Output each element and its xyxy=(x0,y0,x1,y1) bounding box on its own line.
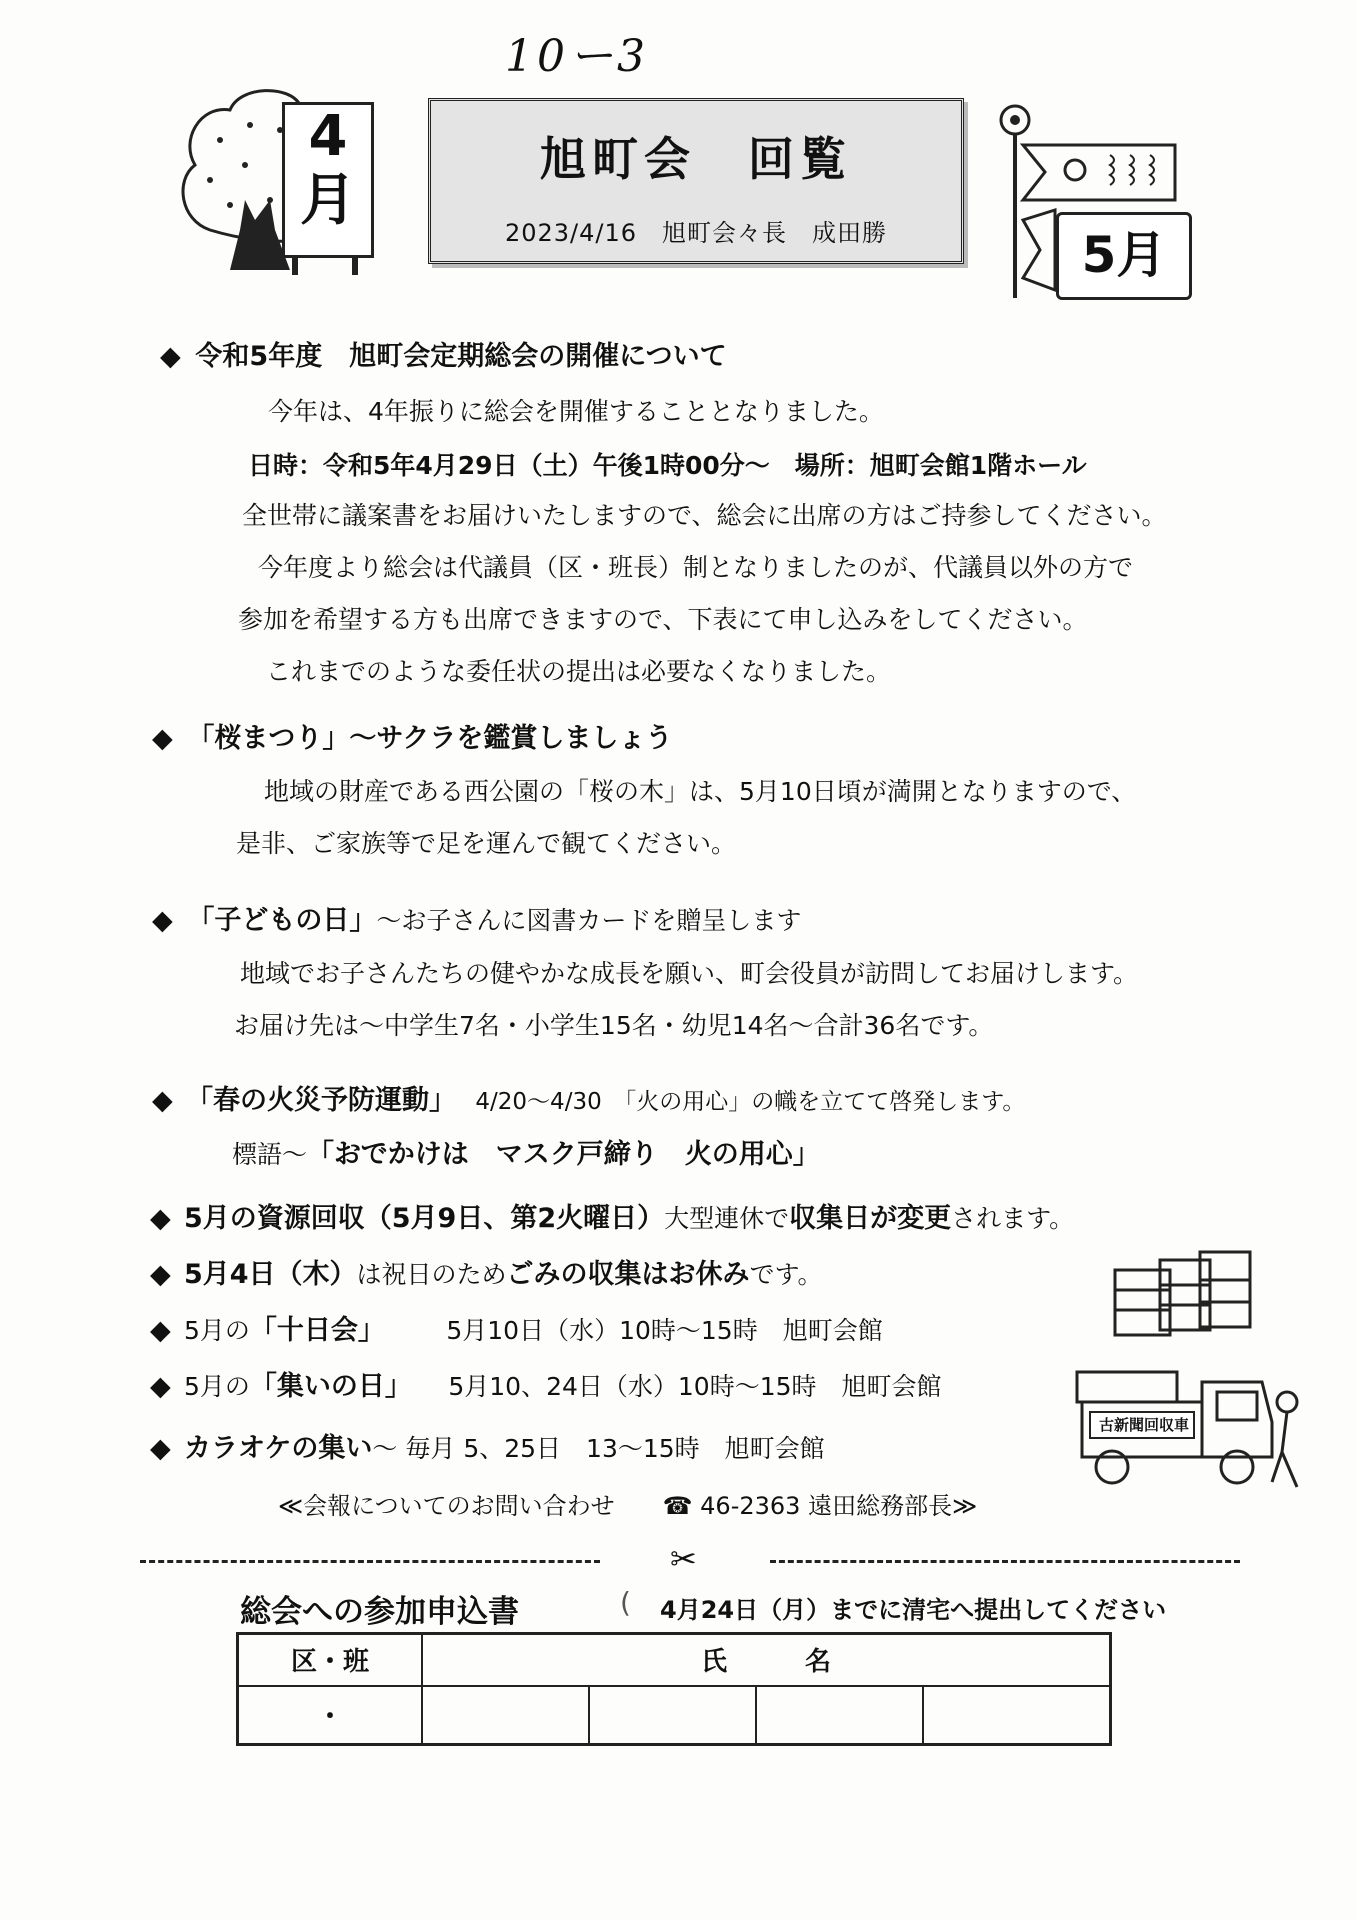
table-header-ku-han: 区・班 xyxy=(238,1634,423,1686)
cut-line-right xyxy=(770,1560,1240,1563)
paragraph-line: 地域の財産である西公園の「桜の木」は、5月10日頃が満開となりますので、 xyxy=(264,777,1137,806)
diamond-bullet-icon: ◆ xyxy=(150,1371,171,1402)
garbage-holiday-notice: ◆ 5月4日（木）は祝日のためごみの収集はお休みです。 xyxy=(150,1259,823,1290)
diamond-bullet-icon: ◆ xyxy=(152,905,173,936)
application-form-table xyxy=(236,1632,1112,1746)
name-input-cell-2[interactable] xyxy=(589,1686,756,1745)
diamond-bullet-icon: ◆ xyxy=(152,1085,173,1116)
truck-sign-text: 古新聞回収車 xyxy=(1098,1416,1189,1434)
tokakai-event: ◆ 5月の「十日会」 5月10日（水）10時～15時 旭町会館 xyxy=(150,1315,883,1346)
paragraph-line: 全世帯に議案書をお届けいたしますので、総会に出席の方はご持参してください。 xyxy=(242,501,1167,530)
ku-han-input-cell[interactable]: ・ xyxy=(238,1686,423,1745)
section-heading-fire-prevention: ◆ 「春の火災予防運動」 4/20～4/30 「火の用心」の幟を立てて啓発します。 xyxy=(152,1085,1026,1116)
table-header-name: 氏 名 xyxy=(422,1634,1111,1686)
paragraph-line: これまでのような委任状の提出は必要なくなりました。 xyxy=(266,657,892,686)
bracket-mark: ( xyxy=(620,1586,631,1619)
diamond-bullet-icon: ◆ xyxy=(150,1259,171,1290)
paragraph-line: 今年度より総会は代議員（区・班長）制となりましたのが、代議員以外の方で xyxy=(258,553,1134,582)
paragraph-line: 参加を希望する方も出席できますので、下表にて申し込みをしてください。 xyxy=(238,605,1088,634)
diamond-bullet-icon: ◆ xyxy=(150,1433,171,1464)
header-box xyxy=(428,98,964,264)
cut-line-left xyxy=(140,1560,600,1563)
section-heading-childrens-day: ◆ 「子どもの日」～お子さんに図書カードを贈呈します xyxy=(152,905,802,936)
delivery-count-line: お届け先は～中学生7名・小学生15名・幼児14名～合計36名です。 xyxy=(234,1011,994,1040)
header-subtitle: 2023/4/16 旭町会々長 成田勝 xyxy=(504,219,888,247)
handwritten-note: 10ー3 xyxy=(505,31,649,82)
fire-slogan-line: 標語～「おでかけは マスク戸締り 火の用心」 xyxy=(232,1139,820,1170)
form-deadline: 4月24日（月）までに清宅へ提出してください xyxy=(660,1596,1167,1624)
name-input-cell-4[interactable] xyxy=(923,1686,1111,1745)
recycling-notice: ◆ 5月の資源回収（5月9日、第2火曜日）大型連休で収集日が変更されます。 xyxy=(150,1203,1075,1234)
newspaper-bundles-illustration xyxy=(1110,1240,1260,1340)
contact-info: ≪会報についてのお問い合わせ ☎ 46-2363 遠田総務部長≫ xyxy=(278,1492,978,1520)
page-title: 旭町会 回覧 xyxy=(540,132,852,186)
name-input-cell-1[interactable] xyxy=(422,1686,589,1745)
may-sign: 5月 xyxy=(1056,212,1192,300)
meeting-datetime-line: 日時：令和5年4月29日（土）午後1時00分～ 場所：旭町会館1階ホール xyxy=(248,451,1087,480)
karaoke-event: ◆ カラオケの集い～ 毎月 5、25日 13～15時 旭町会館 xyxy=(150,1433,825,1464)
form-title: 総会への参加申込書 xyxy=(240,1594,519,1630)
section-heading-general-meeting: ◆ 令和5年度 旭町会定期総会の開催について xyxy=(160,341,727,372)
scissors-icon: ✂ xyxy=(670,1540,697,1578)
diamond-bullet-icon: ◆ xyxy=(150,1203,171,1234)
diamond-bullet-icon: ◆ xyxy=(150,1315,171,1346)
diamond-bullet-icon: ◆ xyxy=(160,341,181,372)
section-heading-cherry-festival: ◆ 「桜まつり」～サクラを鑑賞しましょう xyxy=(152,723,673,754)
name-input-cell-3[interactable] xyxy=(756,1686,923,1745)
april-sign: 4 月 xyxy=(282,102,374,258)
paragraph-line: 地域でお子さんたちの健やかな成長を願い、町会役員が訪問してお届けします。 xyxy=(240,959,1139,988)
paragraph-line: 今年は、4年振りに総会を開催することとなりました。 xyxy=(268,397,884,426)
diamond-bullet-icon: ◆ xyxy=(152,723,173,754)
paragraph-line: 是非、ご家族等で足を運んで観てください。 xyxy=(236,829,737,858)
tsudoi-day-event: ◆ 5月の「集いの日」 5月10、24日（水）10時～15時 旭町会館 xyxy=(150,1371,942,1402)
